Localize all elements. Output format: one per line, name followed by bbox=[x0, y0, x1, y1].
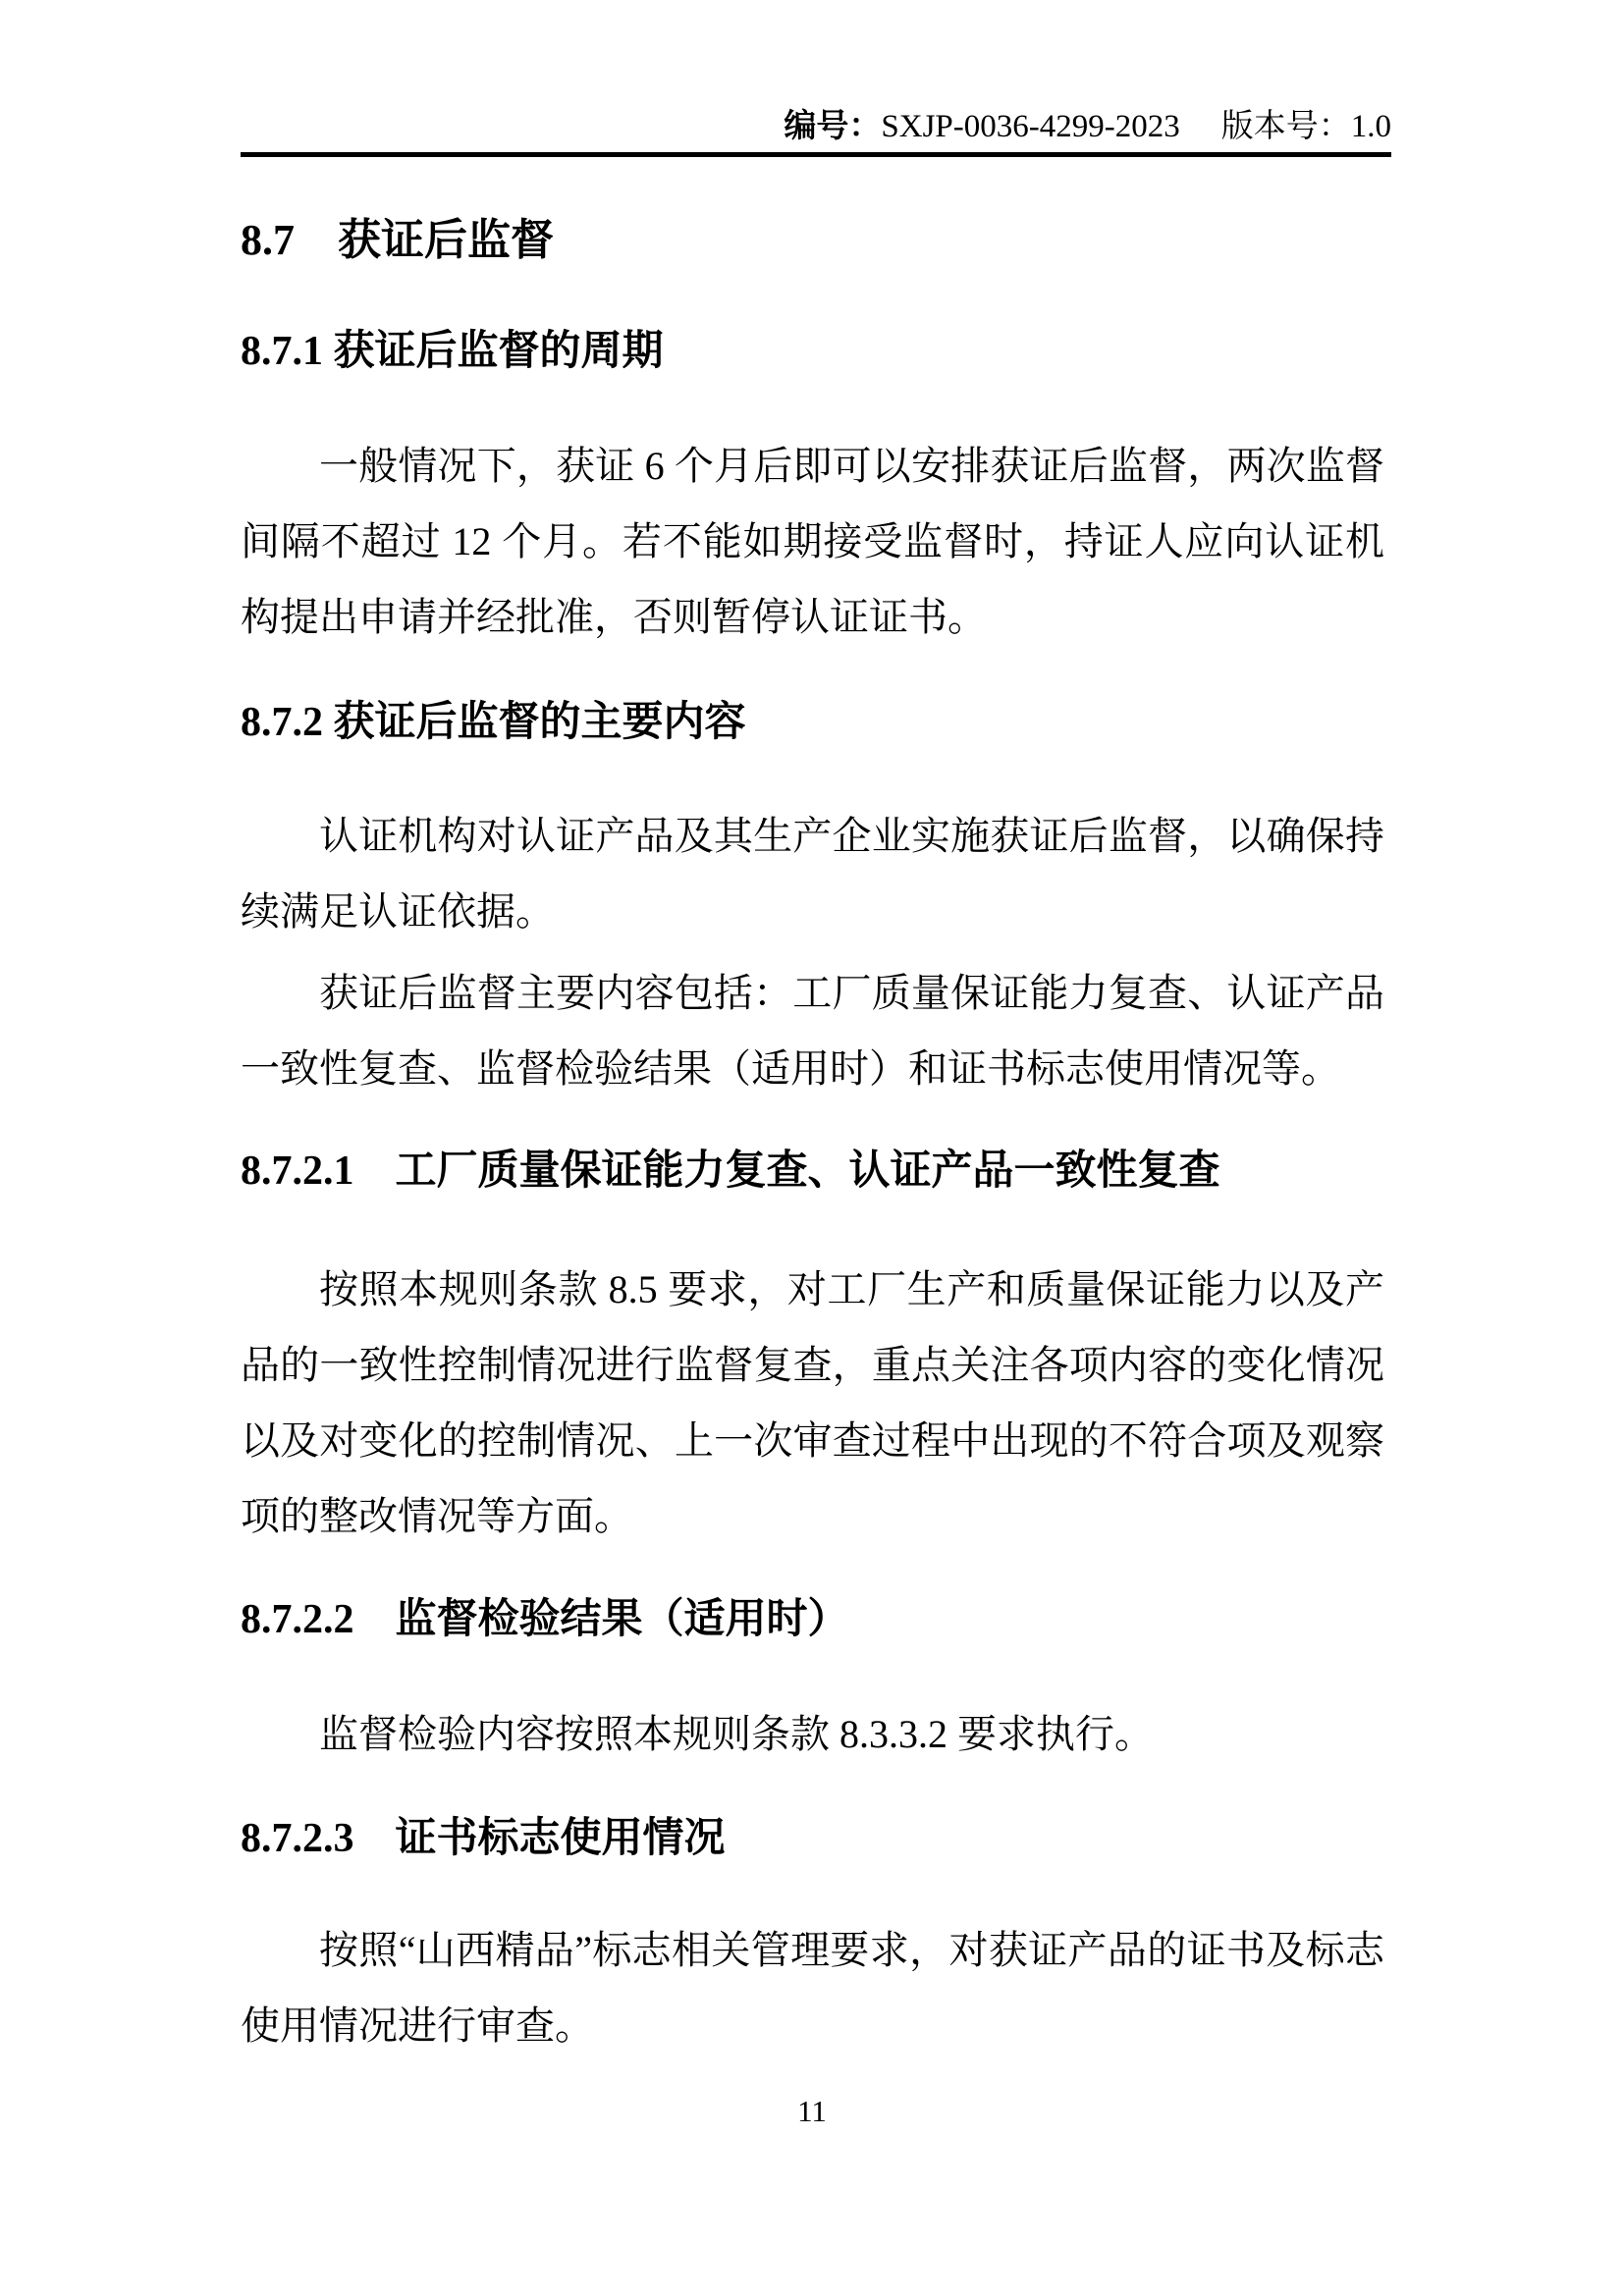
header-divider-rule bbox=[241, 152, 1391, 157]
version-value: 1.0 bbox=[1350, 109, 1391, 144]
version-label: 版本号： bbox=[1220, 109, 1351, 144]
paragraph-supervision-purpose: 认证机构对认证产品及其生产企业实施获证后监督，以确保持续满足认证依据。 bbox=[241, 814, 1384, 934]
section-heading-8-7-2-1: 8.7.2.1 工厂质量保证能力复查、认证产品一致性复查 bbox=[241, 1148, 1220, 1194]
paragraph-factory-review: 按照本规则条款 8.5 要求，对工厂生产和质量保证能力以及产品的一致性控制情况进行监督复查，重点关注各项内容的变化情况以及对变化的控制情况、上一次审查过程中出现的不符合项及观察项的整改情况等方面。 bbox=[241, 1267, 1384, 1538]
paragraph-supervision-cycle: 一般情况下，获证 6 个月后即可以安排获证后监督，两次监督间隔不超过 12 个月。若不能如期接受监督时，持证人应向认证机构提出申请并经批准，否则暂停认证证书。 bbox=[241, 444, 1384, 639]
doc-number-label: 编号： bbox=[784, 109, 882, 144]
paragraph-supervision-contents: 获证后监督主要内容包括：工厂质量保证能力复查、认证产品一致性复查、监督检验结果（适用时）和证书标志使用情况等。 bbox=[241, 971, 1384, 1091]
section-heading-8-7-2-2: 8.7.2.2 监督检验结果（适用时） bbox=[241, 1597, 849, 1642]
section-heading-8-7-2: 8.7.2 获证后监督的主要内容 bbox=[241, 700, 746, 745]
doc-number-value: SXJP-0036-4299-2023 bbox=[881, 109, 1180, 144]
section-heading-8-7-1: 8.7.1 获证后监督的周期 bbox=[241, 329, 664, 374]
page-number: 11 bbox=[797, 2094, 827, 2128]
section-heading-8-7-2-3: 8.7.2.3 证书标志使用情况 bbox=[241, 1816, 726, 1861]
document-header bbox=[241, 108, 1391, 145]
section-heading-8-7: 8.7 获证后监督 bbox=[241, 216, 554, 264]
paragraph-mark-usage: 按照“山西精品”标志相关管理要求，对获证产品的证书及标志使用情况进行审查。 bbox=[241, 1928, 1384, 2048]
paragraph-inspection-result: 监督检验内容按照本规则条款 8.3.3.2 要求执行。 bbox=[319, 1712, 1154, 1756]
